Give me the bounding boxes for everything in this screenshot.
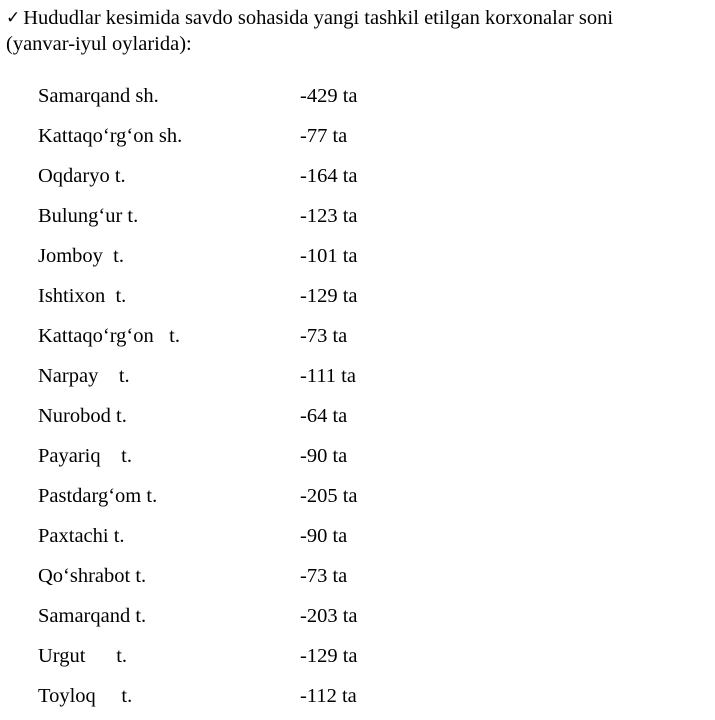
enterprise-count: -111 ta [300,365,356,387]
enterprise-count: -164 ta [300,165,358,187]
heading-text-line-1: Hududlar kesimida savdo sohasida yangi tashkil etilgan korxonalar soni [23,7,614,29]
list-item [38,120,638,160]
district-name: Qo‘shrabot t. [38,565,147,587]
list-item [38,160,638,200]
enterprise-count: -129 ta [300,645,358,667]
enterprise-count: -429 ta [300,85,358,107]
district-name: Ishtixon t. [38,285,127,307]
district-name: Jomboy t. [38,245,124,267]
enterprise-count: -101 ta [300,245,358,267]
district-name: Paxtachi t. [38,525,125,547]
district-name: Urgut t. [38,645,128,667]
heading [6,6,712,57]
heading-line-1 [6,6,712,32]
list-item [38,680,638,720]
enterprise-count: -112 ta [300,685,357,707]
district-name: Samarqand sh. [38,85,159,107]
enterprise-count: -129 ta [300,285,358,307]
list-item [38,320,638,360]
heading-text-line-2: (yanvar-iyul oylarida): [6,33,192,55]
list-item [38,360,638,400]
list-item [38,600,638,640]
enterprise-count: -64 ta [300,405,348,427]
list-item [38,520,638,560]
list-item [38,240,638,280]
district-name: Bulung‘ur t. [38,205,139,227]
enterprise-count: -73 ta [300,565,348,587]
district-name: Toyloq t. [38,685,133,707]
district-list [38,80,638,720]
enterprise-count: -77 ta [300,125,348,147]
list-item [38,440,638,480]
enterprise-count: -205 ta [300,485,358,507]
district-name: Oqdaryo t. [38,165,126,187]
district-name: Pastdarg‘om t. [38,485,158,507]
district-name: Samarqand t. [38,605,147,627]
district-name: Narpay t. [38,365,130,387]
list-item [38,560,638,600]
district-name: Nurobod t. [38,405,127,427]
list-item [38,280,638,320]
list-item [38,480,638,520]
enterprise-count: -123 ta [300,205,358,227]
checkmark-icon: ✓ [6,8,21,28]
enterprise-count: -73 ta [300,325,348,347]
list-item [38,640,638,680]
enterprise-count: -90 ta [300,445,348,467]
district-name: Kattaqo‘rg‘on t. [38,325,180,347]
list-item [38,200,638,240]
enterprise-count: -203 ta [300,605,358,627]
district-name: Payariq t. [38,445,132,467]
list-item [38,80,638,120]
enterprise-count: -90 ta [300,525,348,547]
district-name: Kattaqo‘rg‘on sh. [38,125,183,147]
list-item [38,400,638,440]
